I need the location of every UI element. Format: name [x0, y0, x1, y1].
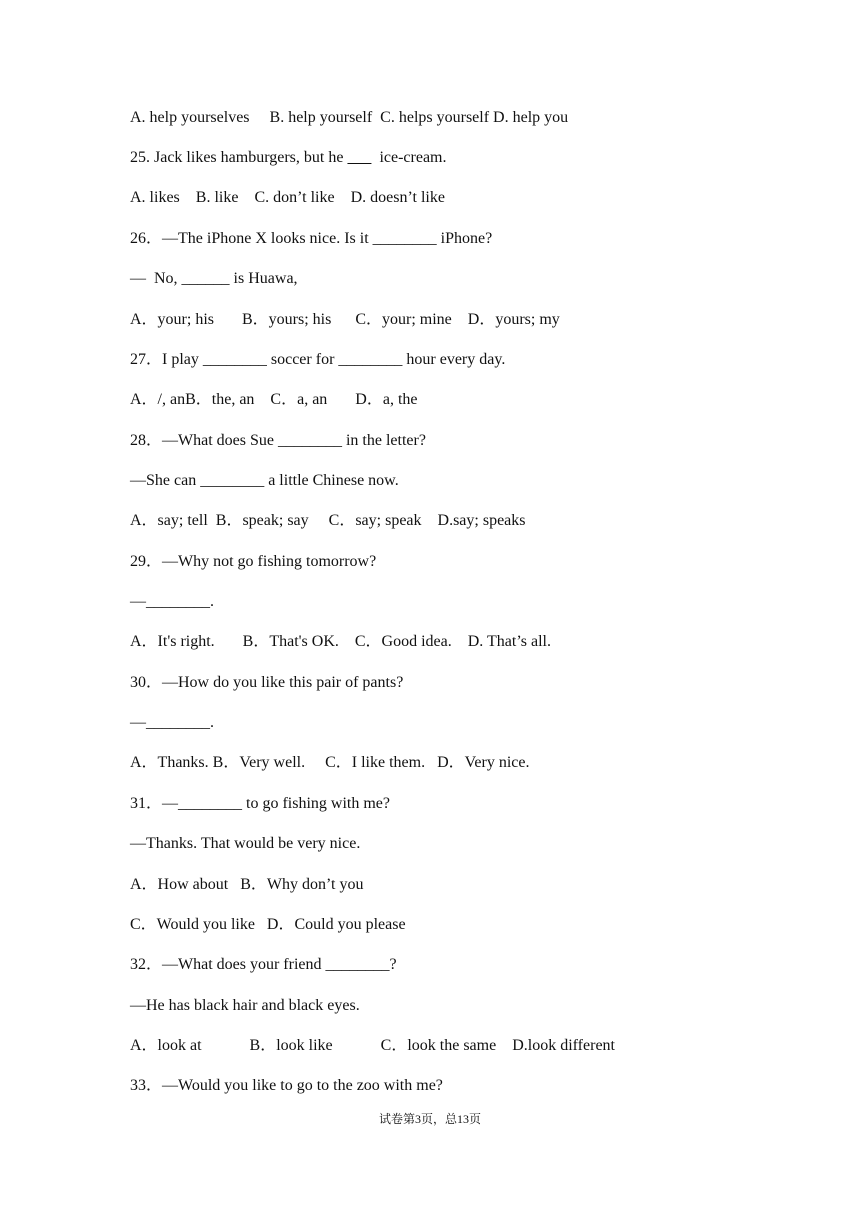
- q25-stem-text: 25. Jack likes hamburgers, but he: [130, 149, 348, 166]
- q27-stem: 27．I play ________ soccer for ________ hour every day.: [130, 351, 506, 368]
- q28-response: —She can ________ a little Chinese now.: [130, 472, 399, 489]
- q26-options: A．your; his B．yours; his C．your; mine D．yours; my: [130, 311, 560, 328]
- q26-response: — No, ______ is Huawa,: [130, 270, 298, 287]
- q29-stem: 29．—Why not go fishing tomorrow?: [130, 553, 377, 570]
- q31-options-ab: A．How about B．Why don’t you: [130, 876, 364, 893]
- q31-response: —Thanks. That would be very nice.: [130, 835, 361, 852]
- q29-response: —________.: [130, 593, 214, 610]
- q32-options: A．look at B．look like C．look the same D.look different: [130, 1037, 615, 1054]
- q32-stem: 32．—What does your friend ________?: [130, 956, 397, 973]
- q33-stem: 33．—Would you like to go to the zoo with me?: [130, 1077, 443, 1094]
- q29-options: A．It's right. B．That's OK. C．Good idea. D. That’s all.: [130, 633, 551, 650]
- q31-options-cd: C．Would you like D．Could you please: [130, 916, 406, 933]
- q30-options: A．Thanks. B．Very well. C．I like them. D．Very nice.: [130, 754, 530, 771]
- q26-stem: 26．—The iPhone X looks nice. Is it ________ iPhone?: [130, 230, 493, 247]
- q25-options: A. likes B. like C. don’t like D. doesn’t like: [130, 189, 445, 206]
- q30-stem: 30．—How do you like this pair of pants?: [130, 674, 404, 691]
- page-footer: 试卷第3页，总13页: [378, 1112, 481, 1126]
- q25-blank: [347, 149, 371, 166]
- q25-stem: [130, 148, 447, 168]
- q25-stem-rest: ice-cream.: [371, 149, 447, 166]
- q31-stem: 31．—________ to go fishing with me?: [130, 795, 390, 812]
- q24-options: A. help yourselves B. help yourself C. helps yourself D. help you: [130, 109, 569, 126]
- q32-response: —He has black hair and black eyes.: [130, 997, 360, 1014]
- q30-response: —________.: [130, 714, 214, 731]
- q28-options: A．say; tell B．speak; say C．say; speak D.say; speaks: [130, 512, 526, 529]
- q28-stem: 28．—What does Sue ________ in the letter?: [130, 432, 426, 449]
- q27-options: A．/, anB．the, an C．a, an D．a, the: [130, 391, 418, 408]
